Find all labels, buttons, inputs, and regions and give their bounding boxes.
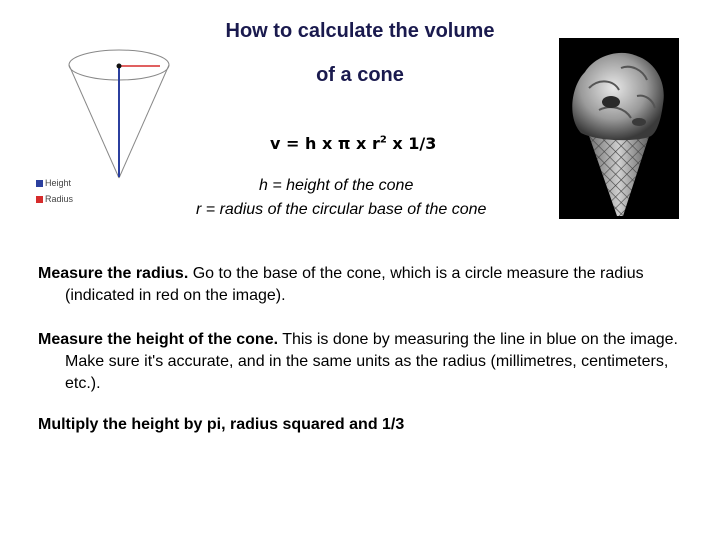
legend-height-swatch bbox=[36, 180, 43, 187]
step-1-text: Go to the base of the cone, which is a circle measure the radius (indicated in red on the image). bbox=[65, 265, 644, 304]
cone-left-side bbox=[69, 65, 119, 178]
cone-right-side bbox=[119, 65, 169, 178]
radius-definition: r = radius of the circular base of the cone bbox=[196, 201, 487, 218]
height-definition: h = height of the cone bbox=[259, 177, 414, 194]
ice-cream-cone-image bbox=[559, 38, 679, 219]
step-multiply bbox=[38, 414, 700, 436]
step-measure-radius bbox=[38, 263, 700, 307]
formula-main: v = h x π x r bbox=[270, 134, 380, 153]
step-measure-height bbox=[38, 329, 700, 395]
legend-height bbox=[36, 178, 71, 188]
legend-height-label: Height bbox=[45, 178, 72, 188]
legend-radius-swatch bbox=[36, 196, 43, 203]
volume-formula bbox=[270, 134, 436, 153]
step-2-text: This is done by measuring the line in blue on the image. Make sure it's accurate, and in the same units as the radius (millimetres, centimeters, etc.). bbox=[65, 331, 678, 392]
formula-tail: x 1/3 bbox=[386, 134, 437, 153]
formula-exponent: 2 bbox=[379, 134, 387, 146]
step-2-heading: Measure the height of the cone. bbox=[38, 331, 279, 348]
page-title-line-1: How to calculate the volume bbox=[225, 20, 495, 42]
page-title-line-2: of a cone bbox=[316, 64, 404, 86]
cone-diagram bbox=[32, 40, 172, 180]
legend-radius bbox=[36, 194, 73, 204]
step-3-heading: Multiply the height by pi, radius squared and 1/3 bbox=[38, 416, 405, 433]
legend-radius-label: Radius bbox=[45, 194, 74, 204]
step-1-heading: Measure the radius. bbox=[38, 265, 189, 282]
cone-apex-point bbox=[117, 64, 122, 69]
